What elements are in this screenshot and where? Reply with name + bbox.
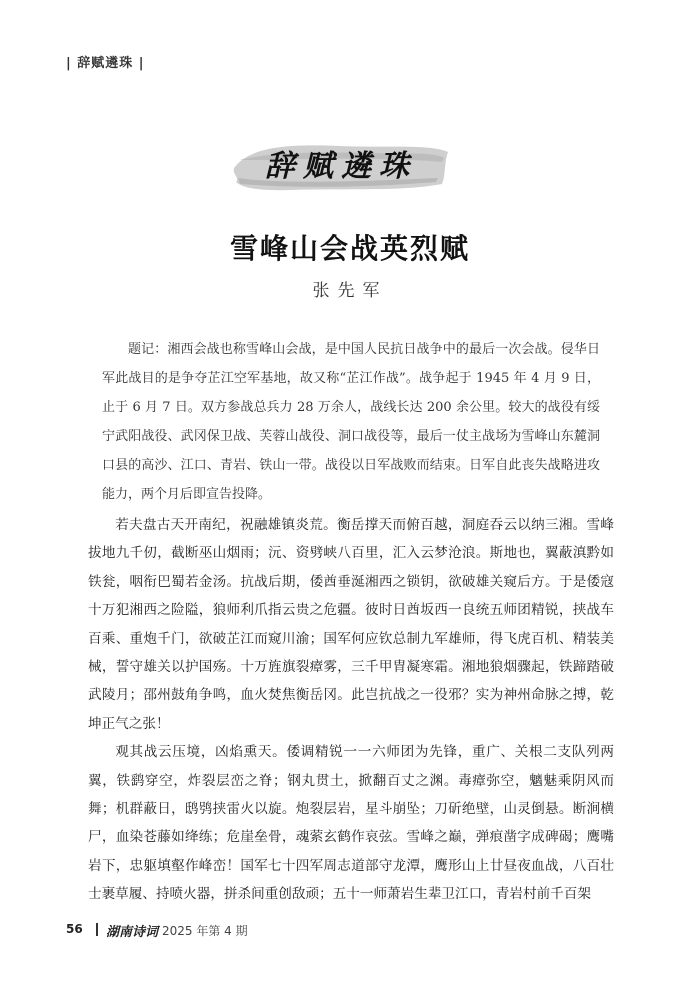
article-title: 雪峰山会战英烈赋 <box>229 232 470 265</box>
journal-name: 湖南诗词 <box>106 925 159 940</box>
page-number: 56 <box>66 922 83 936</box>
footer-divider <box>96 923 98 936</box>
issue-label: 2025 年第 4 期 <box>162 924 248 938</box>
article-author: 张先军 <box>312 281 388 301</box>
article-body <box>88 511 614 909</box>
article-intro: 题记：湘西会战也称雪峰山会战，是中国人民抗日战争中的最后一次会战。侵华日军此战目的是争夺芷江空军基地，故又称“芷江作战”。战争起于 1945 年 4 月 9 日，止于 6 月 7 日。双方参战总兵力 28 万余人，战线长达 200 余公里。较大的战役有绥宁武阳战役、武冈保卫战、芙蓉山战役、洞口战役等，最后一仗主战场为雪峰山东麓洞口县的高沙、江口、青岩、铁山一带。战役以日军战败而结束。日军自此丧失战略进攻能力，两个月后即宣告投降。 <box>102 342 600 502</box>
body-paragraph: 若夫盘古天开南纪，祝融雄镇炎荒。衡岳撑天而俯百越，洞庭吞云以纳三湘。雪峰拔地九千仞，截断巫山烟雨；沅、资劈峡八百里，汇入云梦沧浪。斯地也，翼蔽滇黔如铁瓮，咽衔巴蜀若金汤。抗战后期，倭酋垂涎湘西之锁钥，欲破雄关窥后方。于是倭寇十万犯湘西之险隘，狼师利爪指云贵之危疆。彼时日酋坂西一良统五师团精锐，挟战车百乘、重炮千门，欲破芷江而窥川渝；国军何应钦总制九军雄师，得飞虎百机、精装美械，誓守雄关以护国殇。十万旌旗裂瘴雾，三千甲胄凝寒霜。湘地狼烟骤起，铁蹄踏破武陵月；邵州鼓角争鸣，血火焚焦衡岳冈。此岂抗战之一役邪？实为神州命脉之搏，乾坤正气之张！ <box>88 517 614 732</box>
section-tag: | 辞赋遴珠 | <box>66 56 145 71</box>
section-banner-title: 辞赋遴珠 <box>265 149 417 184</box>
body-paragraph: 观其战云压境，凶焰熏天。倭调精锐一一六师团为先锋，重广、关根二支队列两翼，铁鹞穿空，炸裂层峦之脊；钢丸贯土，掀翻百丈之渊。毒瘴弥空，魑魅乘阴风而舞；机群蔽日，鸱鸮挟雷火以旋。炮裂层岩，星斗崩坠；刀斫绝壁，山灵倒悬。断涧横尸，血染苍藤如绛练；危崖垒骨，魂萦玄鹤作哀弦。雪峰之巅，弹痕凿字成碑碣；鹰嘴岩下，忠躯填壑作峰峦！国军七十四军周志道部守龙潭，鹰形山上廿昼夜血战，八百壮士裹草履、持喷火器，拼杀间重创敌顽；五十一师萧岩生辈卫江口，青岩村前千百架 <box>88 744 614 903</box>
